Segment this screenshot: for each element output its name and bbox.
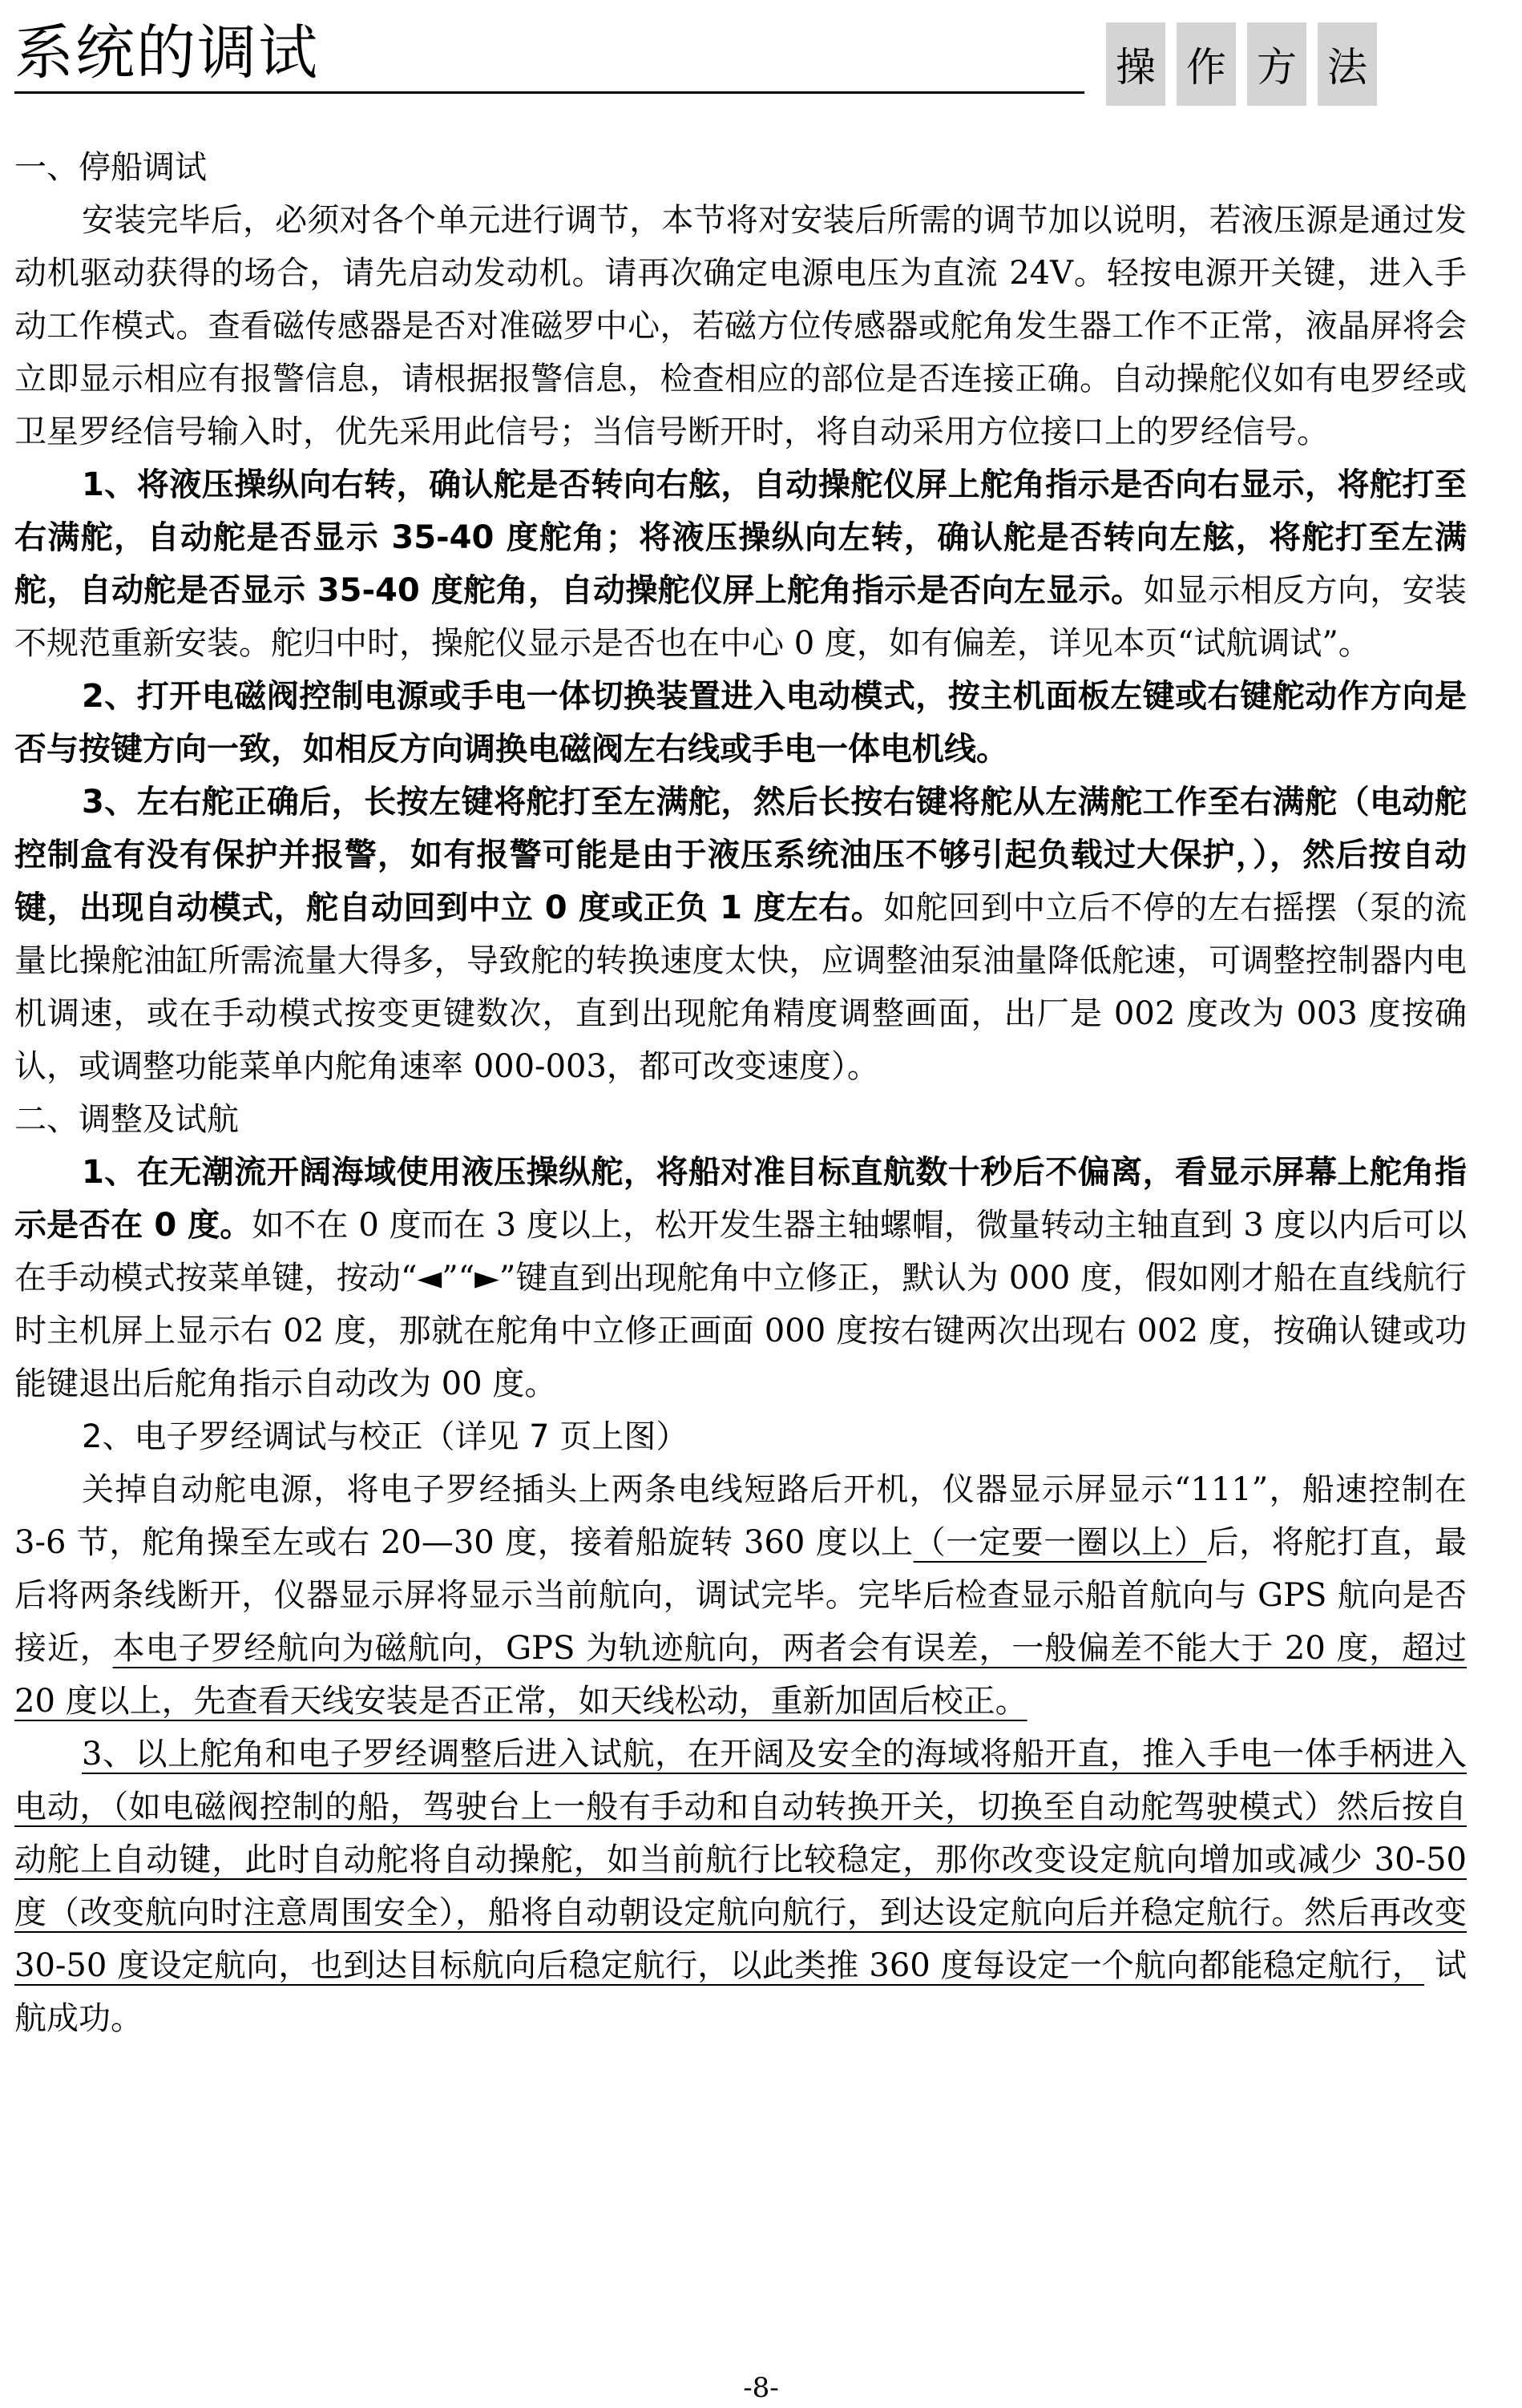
compass-text-underlined-1: （一定要一圈以上） bbox=[913, 1524, 1207, 1561]
paragraph-step-3 bbox=[14, 776, 1467, 1093]
tab-fang: 方 bbox=[1247, 22, 1306, 106]
paragraph-adjust-2-heading bbox=[14, 1410, 1467, 1463]
paragraph-lead: 1、将液压操纵向右转，确认舵是否转向右舷，自动操舵仪屏上舵角指示是否向右显示，将舵打至右满舵，自动舵是否显示 35-40 度舵角；将液压操纵向左转，确认舵是否转向左舷，将舵打至左满舵，自动舵是否显示 35-40 度舵角，自动操舵仪屏上舵角指示是否向左显示。 bbox=[14, 466, 1467, 609]
paragraph-lead: 2、电子罗经调试与校正（详见 7 页上图） bbox=[82, 1418, 688, 1455]
compass-text-1: 关掉自动舵电源，将电子罗经插头上两条电线短路后开机，仪器显示屏显示“111”，船速控制在 3-6 节，舵角操至左或右 20—30 度，接着船旋转 360 度以上 bbox=[14, 1471, 1467, 1561]
trial-text-underlined: 3、以上舵角和电子罗经调整后进入试航，在开阔及安全的海域将船开直，推入手电一体手柄进入电动，（如电磁阀控制的船，驾驶台上一般有手动和自动转换开关，切换至自动舵驾驶模式）然后按自动舵上自动键，此时自动舵将自动操舵，如当前航行比较稳定，那你改变设定航向增加或减少 30-50 度（改变航向时注意周围安全），船将自动朝设定航向航行，到达设定航向后并稳定航行。然后再改变 30-50 度设定航向，也到达目标航向后稳定航行，以此类推 360 度每设定一个航向都能稳定航行， bbox=[14, 1736, 1467, 1984]
paragraph-adjust-1 bbox=[14, 1146, 1467, 1410]
paragraph-lead: 1、在无潮流开阔海域使用液压操纵舵，将船对准目标直航数十秒后不偏离，看显示屏幕上舵角指示是否在 0 度。 bbox=[14, 1154, 1467, 1244]
paragraph-text: 安装完毕后，必须对各个单元进行调节，本节将对安装后所需的调节加以说明，若液压源是通过发动机驱动获得的场合，请先启动发动机。请再次确定电源电压为直流 24V。轻按电源开关键，进入手动工作模式。查看磁传感器是否对准磁罗中心，若磁方位传感器或舵角发生器工作不正常，液晶屏将会立即显示相应有报警信息，请根据报警信息，检查相应的部位是否连接正确。自动操舵仪如有电罗经或卫星罗经信号输入时，优先采用此信号；当信号断开时，将自动采用方位接口上的罗经信号。 bbox=[14, 202, 1467, 450]
document-body bbox=[14, 141, 1467, 2045]
tab-fa: 法 bbox=[1318, 22, 1377, 106]
paragraph-trial bbox=[14, 1728, 1467, 2045]
paragraph-lead: 3、左右舵正确后，长按左键将舵打至左满舵，然后长按右键将舵从左满舵工作至右满舵（电动舵控制盒有没有保护并报警，如有报警可能是由于液压系统油压不够引起负载过大保护，），然后按自动键，出现自动模式，舵自动回到中立 0 度或正负 1 度左右。 bbox=[14, 784, 1467, 926]
page-title: 系统的调试 bbox=[14, 18, 319, 87]
paragraph-text: 如不在 0 度而在 3 度以上，松开发生器主轴螺帽，微量转动主轴直到 3 度以内后可以在手动模式按菜单键，按动“◄”“►”键直到出现舵角中立修正，默认为 000 度，假如刚才船在直线航行时主机屏上显示右 02 度，那就在舵角中立修正画面 000 度按右键两次出现右 002 度，按确认键或功能键退出后舵角指示自动改为 00 度。 bbox=[14, 1207, 1467, 1402]
paragraph-intro bbox=[14, 194, 1467, 458]
paragraph-step-1 bbox=[14, 458, 1467, 670]
tab-zuo: 作 bbox=[1177, 22, 1236, 106]
trial-text-end: 试航成功。 bbox=[14, 1947, 1467, 2037]
paragraph-lead: 2、打开电磁阀控制电源或手电一体切换装置进入电动模式，按主机面板左键或右键舵动作方向是否与按键方向一致，如相反方向调换电磁阀左右线或手电一体电机线。 bbox=[14, 678, 1467, 768]
paragraph-compass bbox=[14, 1463, 1467, 1728]
compass-text-2: 后，将舵打直，最后将两条线断开，仪器显示屏将显示当前航向，调试完毕。完毕后检查显示船首航向与 GPS 航向是否接近， bbox=[14, 1524, 1467, 1667]
paragraph-text: 如显示相反方向，安装不规范重新安装。舵归中时，操舵仪显示是否也在中心 0 度，如有偏差，详见本页“试航调试”。 bbox=[14, 572, 1467, 662]
paragraph-text: 如舵回到中立后不停的左右摇摆（泵的流量比操舵油缸所需流量大得多，导致舵的转换速度太快，应调整油泵油量降低舵速，可调整控制器内电机调速，或在手动模式按变更键数次，直到出现舵角精度调整画面，出厂是 002 度改为 003 度按确认，或调整功能菜单内舵角速率 000-003，都可改变速度）。 bbox=[14, 889, 1467, 1085]
compass-text-underlined-2: 本电子罗经航向为磁航向，GPS 为轨迹航向，两者会有误差，一般偏差不能大于 20 度，超过 20 度以上，先查看天线安装是否正常，如天线松动，重新加固后校正。 bbox=[14, 1630, 1467, 1720]
tab-cao: 操 bbox=[1106, 22, 1165, 106]
page-header bbox=[14, 11, 1369, 106]
title-underline bbox=[14, 91, 1084, 94]
section-heading-1: 一、停船调试 bbox=[14, 149, 207, 186]
paragraph-step-2 bbox=[14, 670, 1467, 776]
section-heading-2: 二、调整及试航 bbox=[14, 1101, 239, 1138]
section-tabs bbox=[1106, 22, 1377, 106]
page-number: -8- bbox=[743, 2372, 779, 2404]
